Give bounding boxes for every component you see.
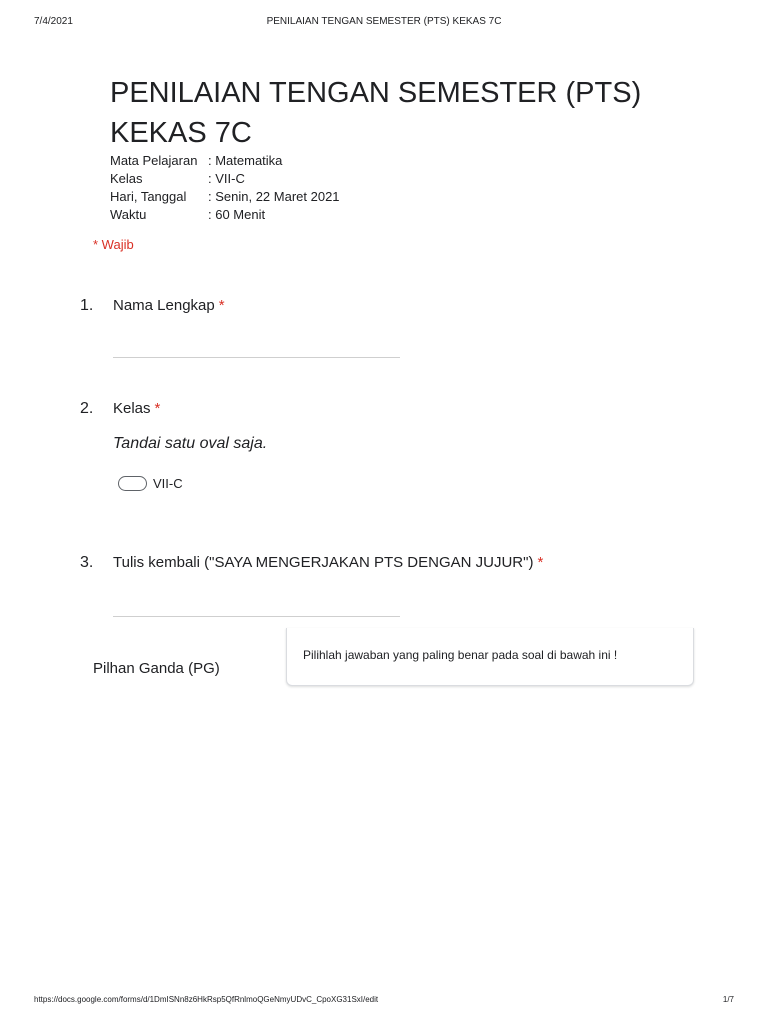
question-title-name xyxy=(113,297,225,314)
print-title: PENILAIAN TENGAN SEMESTER (PTS) KEKAS 7C xyxy=(266,16,502,27)
question-title-class xyxy=(113,400,160,417)
meta-key: Hari, Tanggal xyxy=(110,189,187,204)
meta-value: : Senin, 22 Maret 2021 xyxy=(208,189,340,204)
required-asterisk: * xyxy=(537,554,544,571)
question-label: Nama Lengkap xyxy=(113,297,215,314)
honesty-answer-field[interactable] xyxy=(113,616,400,617)
question-number: 2. xyxy=(80,400,94,417)
form-title: PENILAIAN TENGAN SEMESTER (PTS) KEKAS 7C xyxy=(110,77,642,149)
required-asterisk: * xyxy=(218,297,225,314)
section-description: Pilihlah jawaban yang paling benar pada soal di bawah ini ! xyxy=(303,648,618,662)
question-label: Kelas xyxy=(113,400,151,417)
meta-key: Waktu xyxy=(110,207,147,222)
meta-value: : 60 Menit xyxy=(208,207,266,222)
meta-row-time xyxy=(110,206,340,224)
question-number: 1. xyxy=(80,297,94,314)
required-note: * Wajib xyxy=(93,237,134,252)
question-label: Tulis kembali ("SAYA MENGERJAKAN PTS DENGAN JUJUR") xyxy=(113,554,534,571)
question-title-honesty xyxy=(113,554,543,571)
option-label: VII-C xyxy=(153,475,183,491)
form-description xyxy=(110,152,340,224)
print-date: 7/4/2021 xyxy=(34,16,73,27)
meta-value: : VII-C xyxy=(208,171,245,186)
section-title: Pilhan Ganda (PG) xyxy=(93,660,220,677)
meta-key: Kelas xyxy=(110,171,143,186)
meta-row-class xyxy=(110,170,340,188)
print-header xyxy=(34,16,734,30)
page-number: 1/7 xyxy=(722,995,734,1004)
required-asterisk: * xyxy=(154,400,161,417)
question-number: 3. xyxy=(80,554,94,571)
print-url: https://docs.google.com/forms/d/1DmISNn8z6HkRsp5QfRnlmoQGeNmyUDvC_CpoXG31SxI/edit xyxy=(34,995,379,1004)
question-hint: Tandai satu oval saja. xyxy=(113,435,268,452)
class-option-vii-c[interactable] xyxy=(118,474,183,492)
meta-value: : Matematika xyxy=(208,153,283,168)
oval-radio-icon[interactable] xyxy=(118,476,147,491)
meta-key: Mata Pelajaran xyxy=(110,153,198,168)
meta-row-date xyxy=(110,188,340,206)
name-answer-field[interactable] xyxy=(113,357,400,358)
section-description-card xyxy=(286,628,694,686)
meta-row-subject xyxy=(110,152,340,170)
